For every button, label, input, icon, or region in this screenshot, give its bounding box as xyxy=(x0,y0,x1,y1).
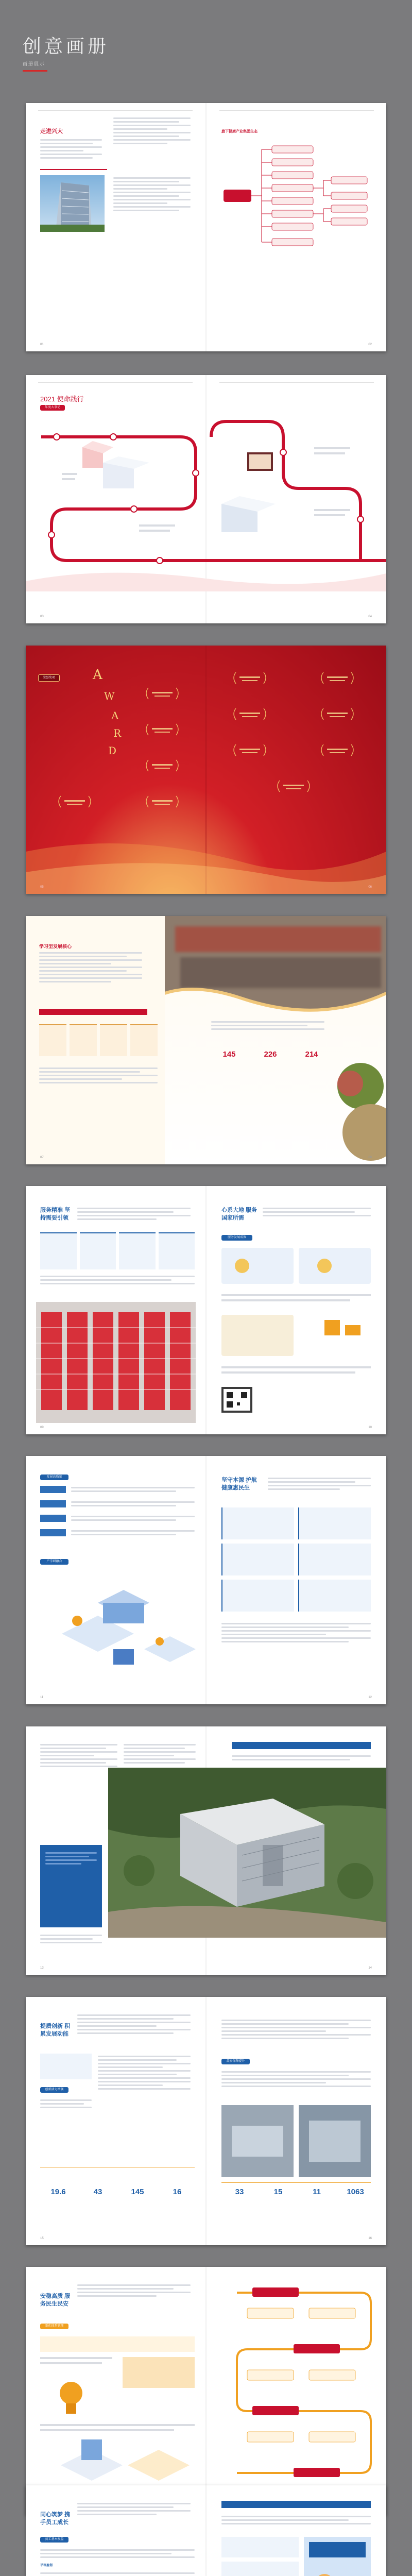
info-panel xyxy=(40,1845,102,1927)
text-block xyxy=(39,950,142,985)
info-cards xyxy=(40,1232,195,1269)
text-block xyxy=(221,2514,371,2527)
factory-aerial-photo xyxy=(108,1768,386,1938)
photo-collage xyxy=(165,916,386,1164)
page-number: 08 xyxy=(368,1156,372,1159)
page-number: 02 xyxy=(368,343,372,346)
page-title: 安稳高质 服务民生民安 xyxy=(40,2293,71,2307)
timeline-road xyxy=(26,416,386,591)
spread-8 xyxy=(26,1997,386,2245)
stat-2: 226 xyxy=(264,1050,277,1059)
process-flowchart xyxy=(216,2277,381,2504)
text-block xyxy=(211,1019,324,1032)
text-block xyxy=(40,2097,92,2110)
spread-9 xyxy=(26,2267,386,2515)
page-number: 01 xyxy=(40,343,44,346)
stat: 19.6 xyxy=(50,2188,66,2196)
spread-7 xyxy=(26,1726,386,1975)
text-block xyxy=(77,2501,191,2517)
section-tag: 年度大事记 xyxy=(40,405,65,411)
text-block xyxy=(124,1742,196,1766)
spread-5 xyxy=(26,1186,386,1434)
gallery-subtitle: 画册展示 xyxy=(23,61,46,66)
page-title: 走进兴大 xyxy=(40,128,63,134)
highlight-bar xyxy=(232,1742,371,1749)
spread-10 xyxy=(26,2485,386,2576)
page-number: 04 xyxy=(368,615,372,618)
page-number: 10 xyxy=(368,1426,372,1429)
service-illustrations xyxy=(221,1248,376,1418)
page-number: 03 xyxy=(40,615,44,618)
page-number: 11 xyxy=(40,1696,44,1699)
warehouse-photo xyxy=(36,1302,196,1423)
section-tag: 荣誉奖项 xyxy=(38,674,60,682)
text-block xyxy=(221,2069,371,2089)
spread-6 xyxy=(26,1456,386,1704)
building-photo xyxy=(40,175,105,232)
org-tree-diagram xyxy=(220,139,375,252)
title-underline xyxy=(23,70,47,72)
text-block xyxy=(40,2547,195,2560)
logo-rows xyxy=(40,1485,195,1537)
stat: 1063 xyxy=(347,2188,364,2196)
spread-4 xyxy=(26,916,386,1164)
diagram-title: 旗下健康产业集团生态 xyxy=(221,130,258,133)
page-number: 15 xyxy=(40,2237,44,2240)
page-title: 坚守本源 护航健康惠民生 xyxy=(221,1477,258,1491)
page-title: 提质创新 积累发展动能 xyxy=(40,2023,71,2037)
section-tag: 发展高质量 xyxy=(40,1475,68,1480)
page-title: 学习型发展核心 xyxy=(39,944,72,949)
info-card xyxy=(40,2054,92,2079)
page-title: 心系大地 服务国家所需 xyxy=(221,1207,258,1221)
text-block xyxy=(77,2282,191,2299)
section-tag: 员工基本权益 xyxy=(40,2537,68,2543)
text-block xyxy=(98,2054,191,2092)
text-block xyxy=(221,1621,371,1645)
stat: 11 xyxy=(313,2188,321,2196)
section-tag: 产学研融合 xyxy=(40,1559,68,1565)
text-block xyxy=(232,1753,371,1762)
lab-photos xyxy=(221,2105,371,2177)
stat: 16 xyxy=(173,2188,182,2196)
stat-1: 145 xyxy=(222,1050,236,1059)
section-tag: 品质保障提升 xyxy=(221,2059,250,2064)
spread-3: 荣誉奖项 A W A R D 05 06 xyxy=(26,646,386,894)
text-block xyxy=(77,1206,191,1222)
text-block xyxy=(113,115,191,146)
poster-image xyxy=(304,2537,371,2576)
stat: 15 xyxy=(273,2188,283,2196)
text-block xyxy=(113,175,191,213)
spread-2 xyxy=(26,375,386,623)
isometric-illustration xyxy=(41,1572,196,1685)
highlight-bar xyxy=(39,1009,147,1015)
page-number: 05 xyxy=(40,886,44,889)
text-block xyxy=(40,1274,195,1286)
spread-1 xyxy=(26,103,386,351)
gallery-title: 创意画册 xyxy=(23,36,110,57)
gallery-header xyxy=(23,32,109,72)
page-number: 09 xyxy=(40,1426,44,1429)
stat: 33 xyxy=(235,2188,244,2196)
page-number: 14 xyxy=(368,1967,372,1970)
highlight-bar xyxy=(221,2501,371,2508)
stat-3: 214 xyxy=(305,1050,318,1059)
page-title: 同心筑梦 携手员工成长 xyxy=(40,2512,71,2526)
text-block xyxy=(77,2012,191,2036)
page-number: 07 xyxy=(40,1156,44,1159)
page-number: 16 xyxy=(368,2237,372,2240)
page-number: 13 xyxy=(40,1967,44,1970)
page-title: 2021 使命践行 xyxy=(40,395,84,403)
management-illustration xyxy=(40,2336,195,2501)
text-cards xyxy=(39,1024,158,1056)
page-title: 服务精准 坚持需要引领 xyxy=(40,1207,71,1221)
page-number: 12 xyxy=(368,1696,372,1699)
info-grid xyxy=(221,1507,371,1612)
text-block xyxy=(221,2018,371,2041)
text-block xyxy=(40,137,102,161)
section-tag: 创新活力增强 xyxy=(40,2087,68,2093)
laurel-awards xyxy=(26,646,386,894)
stat: 43 xyxy=(93,2188,102,2196)
text-block xyxy=(263,1206,371,1218)
page-number: 06 xyxy=(368,886,372,889)
section-heading: 平等雇佣 xyxy=(40,2564,53,2567)
text-block xyxy=(268,1476,371,1492)
card-list xyxy=(221,2537,299,2576)
stat: 145 xyxy=(131,2188,144,2196)
section-tag: 服务发展成效 xyxy=(221,1235,252,1241)
text-block xyxy=(39,1065,158,1086)
text-block xyxy=(40,1933,102,1945)
text-block xyxy=(40,2570,195,2576)
text-block xyxy=(40,1742,117,1769)
section-tag: 新化体系管理 xyxy=(40,2324,68,2329)
